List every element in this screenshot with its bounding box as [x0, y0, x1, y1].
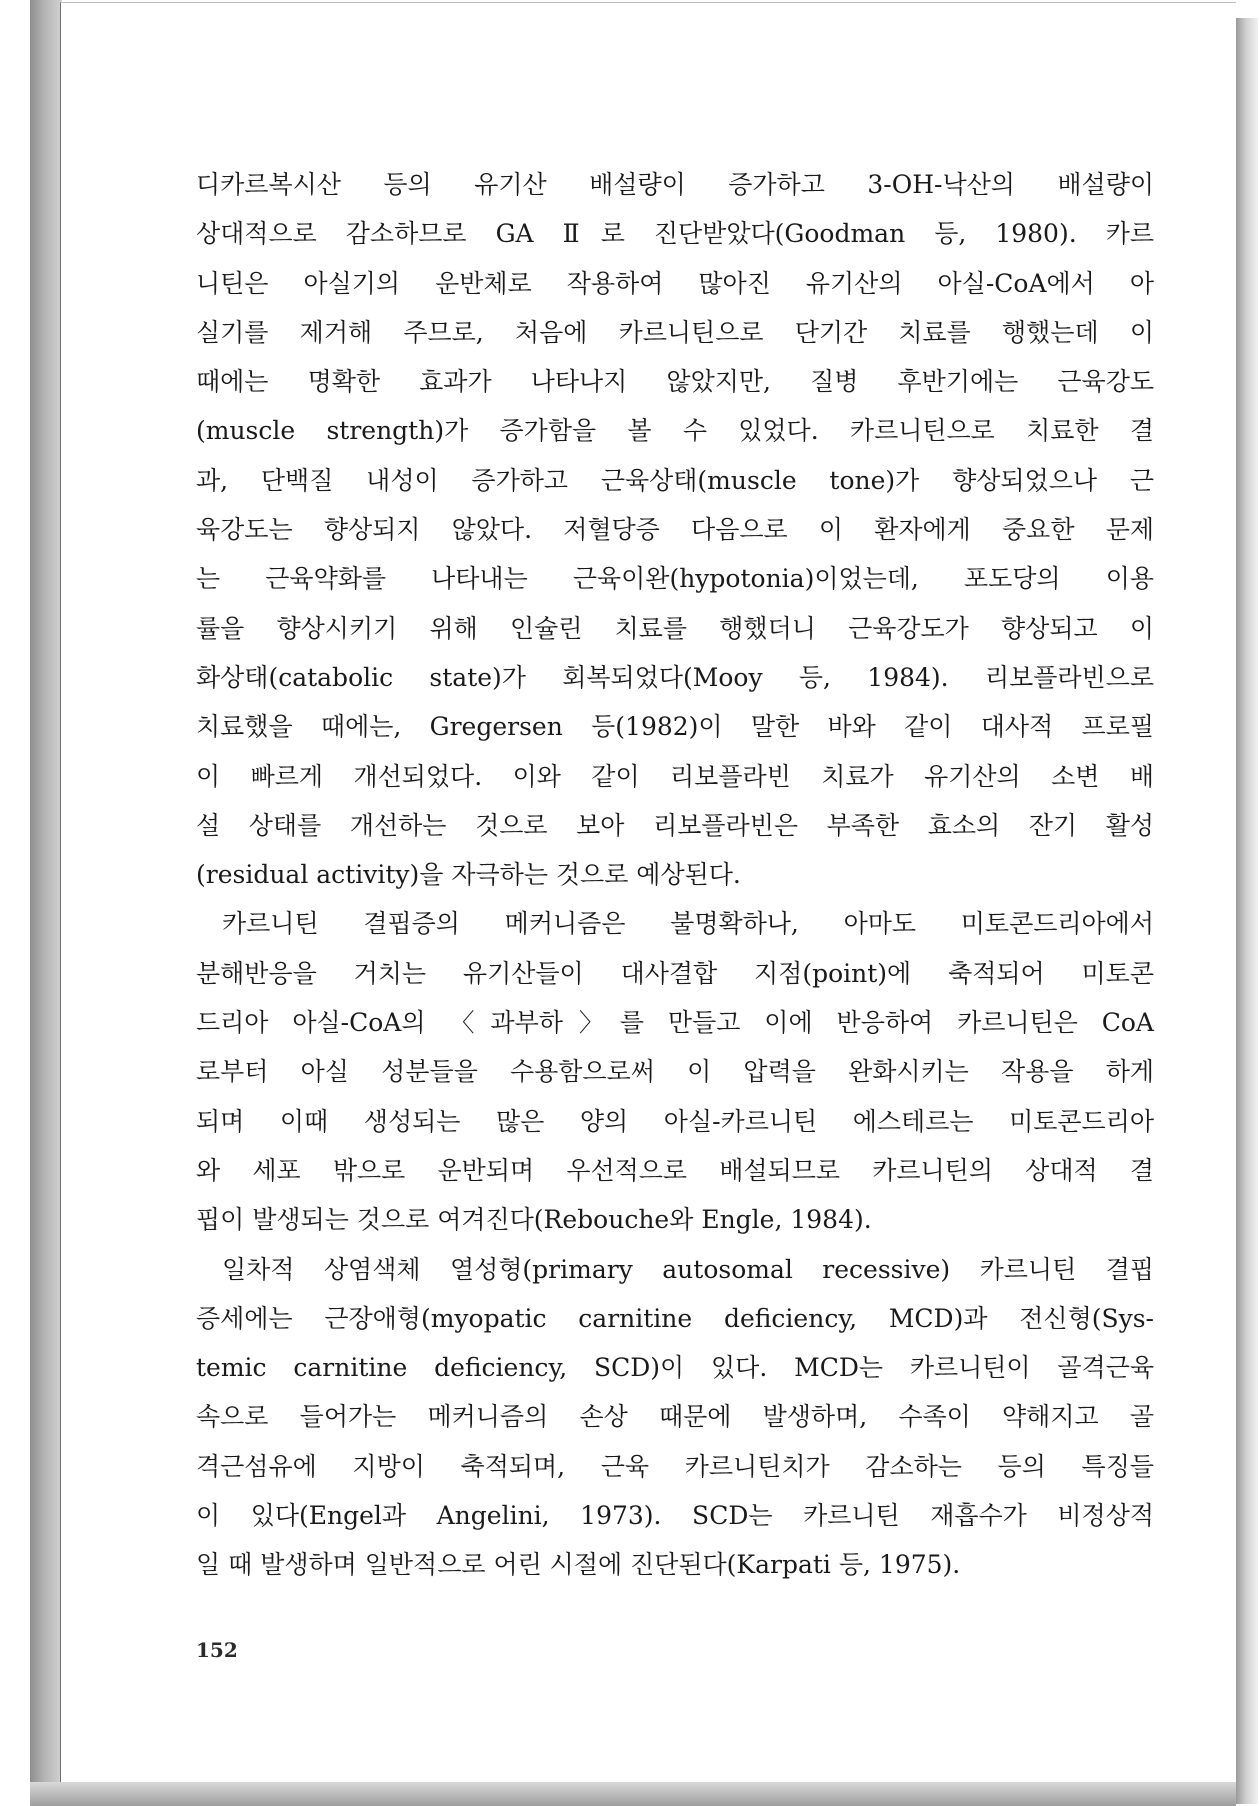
text-line: 증세에는 근장애형(myopatic carnitine deficiency, MCD)과 전신형(Sys- — [196, 1303, 1154, 1333]
book-bottom-edge — [30, 1782, 1236, 1806]
text-line: temic carnitine deficiency, SCD)이 있다. MCD는 카르니틴이 골격근육 — [196, 1353, 1154, 1383]
text-line: 때에는 명확한 효과가 나타나지 않았지만, 질병 후반기에는 근육강도 — [196, 367, 1154, 397]
paragraph-3 — [196, 1245, 1154, 1590]
text-line: 률을 향상시키기 위해 인슐린 치료를 행했더니 근육강도가 향상되고 이 — [196, 613, 1154, 643]
text-line: 치료했을 때에는, Gregersen 등(1982)이 말한 바와 같이 대사적 프로필 — [196, 712, 1154, 742]
paragraph-1 — [196, 160, 1154, 899]
text-line: 카르니틴 결핍증의 메커니즘은 불명확하나, 아마도 미토콘드리아에서 — [222, 909, 1154, 939]
text-line: 속으로 들어가는 메커니즘의 손상 때문에 발생하며, 수족이 약해지고 골 — [196, 1402, 1154, 1432]
page-number: 152 — [196, 1638, 238, 1662]
text-line: (residual activity)을 자극하는 것으로 예상된다. — [196, 860, 741, 890]
text-line: 상대적으로 감소하므로 GA Ⅱ로 진단받았다(Goodman 등, 1980). 카르 — [196, 219, 1154, 249]
text-line: 화상태(catabolic state)가 회복되었다(Mooy 등, 1984). 리보플라빈으로 — [196, 662, 1154, 692]
text-line: 일차적 상염색체 열성형(primary autosomal recessive) 카르니틴 결핍 — [222, 1254, 1154, 1284]
book-spine — [30, 0, 62, 1806]
text-line: 와 세포 밖으로 운반되며 우선적으로 배설되므로 카르니틴의 상대적 결 — [196, 1155, 1154, 1185]
text-line: 이 빠르게 개선되었다. 이와 같이 리보플라빈 치료가 유기산의 소변 배 — [196, 761, 1154, 791]
body-text — [196, 160, 1154, 1590]
page-shadow — [1236, 18, 1258, 1804]
text-line: 로부터 아실 성분들을 수용함으로써 이 압력을 완화시키는 작용을 하게 — [196, 1057, 1154, 1087]
paragraph-2 — [196, 899, 1154, 1244]
text-line: 드리아 아실-CoA의 〈과부하〉를 만들고 이에 반응하여 카르니틴은 CoA — [196, 1008, 1154, 1038]
text-line: 실기를 제거해 주므로, 처음에 카르니틴으로 단기간 치료를 행했는데 이 — [196, 317, 1154, 347]
text-line: 육강도는 향상되지 않았다. 저혈당증 다음으로 이 환자에게 중요한 문제 — [196, 515, 1154, 545]
text-line: 되며 이때 생성되는 많은 양의 아실-카르니틴 에스테르는 미토콘드리아 — [196, 1106, 1154, 1136]
text-line: 분해반응을 거치는 유기산들이 대사결합 지점(point)에 축적되어 미토콘 — [196, 958, 1154, 988]
text-line: 디카르복시산 등의 유기산 배설량이 증가하고 3-OH-낙산의 배설량이 — [196, 170, 1154, 199]
text-line: (muscle strength)가 증가함을 볼 수 있었다. 카르니틴으로 치료한 결 — [196, 416, 1154, 446]
text-line: 일 때 발생하며 일반적으로 어린 시절에 진단된다(Karpati 등, 1975). — [196, 1550, 961, 1580]
text-line: 격근섬유에 지방이 축적되며, 근육 카르니틴치가 감소하는 등의 특징들 — [196, 1451, 1154, 1481]
text-line: 니틴은 아실기의 운반체로 작용하여 많아진 유기산의 아실-CoA에서 아 — [196, 268, 1154, 298]
text-line: 이 있다(Engel과 Angelini, 1973). SCD는 카르니틴 재흡수가 비정상적 — [196, 1501, 1154, 1531]
text-line: 과, 단백질 내성이 증가하고 근육상태(muscle tone)가 향상되었으나 근 — [196, 465, 1154, 495]
text-line: 설 상태를 개선하는 것으로 보아 리보플라빈은 부족한 효소의 잔기 활성 — [196, 810, 1154, 840]
text-line: 는 근육약화를 나타내는 근육이완(hypotonia)이었는데, 포도당의 이용 — [196, 564, 1154, 594]
text-line: 핍이 발생되는 것으로 여겨진다(Rebouche와 Engle, 1984). — [196, 1205, 872, 1235]
